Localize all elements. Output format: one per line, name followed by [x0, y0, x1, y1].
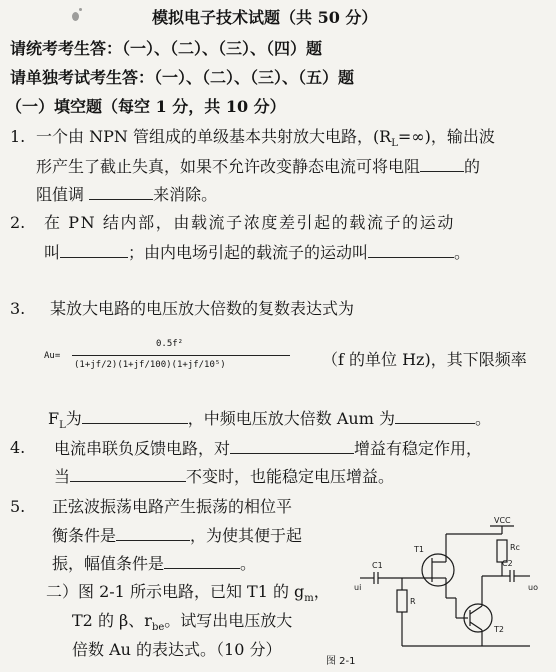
q2-blank-2[interactable] — [368, 242, 454, 258]
q5-blank-1[interactable] — [116, 525, 190, 541]
q5-line2-a: 衡条件是 — [52, 526, 117, 545]
q4-line1-b: 增益有稳定作用， — [354, 439, 483, 458]
q4-blank-1[interactable] — [230, 438, 354, 454]
q5-line2 — [52, 525, 302, 546]
q4-line1-a: 电流串联负反馈电路，对 — [54, 439, 231, 458]
s2-line3: 倍数 Au 的表达式。（10 分） — [72, 640, 282, 659]
q3-line3-c: ，中频电压放大倍数 Aum 为 — [187, 409, 395, 428]
q1-line2-text: 形产生了截止失真，如果不允许改变静态电流可将电阻 — [36, 157, 421, 176]
scan-speck — [72, 12, 79, 21]
vcc-label: VCC — [494, 516, 511, 525]
s2-line2 — [72, 611, 292, 638]
q2-line2 — [44, 242, 470, 263]
q3-formula-denominator: (1+jf/2)(1+jf/100)(1+jf/10⁵) — [74, 360, 226, 370]
q2-line2-c: 。 — [454, 243, 471, 262]
instruction-unified: 请统考考生答：（一）、（二）、（三）、（四）题 — [10, 39, 323, 58]
q3-formula-fraction-bar — [72, 355, 290, 356]
q5-line1: 正弦波振荡电路产生振荡的相位平 — [52, 497, 293, 516]
q1-line3-end: 来消除。 — [153, 185, 218, 204]
q3-fl-subscript: L — [59, 420, 66, 432]
q4-line2-b: 不变时，也能稳定电压增益。 — [186, 467, 395, 486]
q4-line2 — [54, 466, 394, 487]
s2-line1-b: ， — [313, 582, 330, 601]
t2-label: T2 — [494, 625, 504, 634]
rg-resistor — [397, 590, 407, 612]
q2-blank-1[interactable] — [60, 242, 128, 258]
q5-line2-b: ，为使其便于起 — [190, 526, 303, 545]
q5-line3-b: 。 — [240, 554, 257, 573]
t1-label: T1 — [414, 545, 424, 554]
q4-number: 4. — [10, 438, 26, 457]
q1-number: 1. — [10, 127, 26, 146]
q1-line2-end: 的 — [464, 157, 481, 176]
c2-label: C2 — [502, 559, 513, 568]
q4-line1 — [54, 438, 482, 459]
t1-transistor — [422, 554, 454, 586]
t2-emitter — [470, 622, 482, 630]
q2-line2-a: 叫 — [44, 243, 61, 262]
instruction-single: 请单独考试考生答：（一）、（二）、（三）、（五）题 — [10, 68, 355, 87]
q1-rl-subscript: L — [391, 138, 398, 150]
q3-blank-1[interactable] — [82, 408, 188, 424]
q1-line3 — [36, 184, 217, 205]
q3-fl-symbol: F — [48, 409, 60, 428]
q1-blank-2[interactable] — [89, 184, 153, 200]
q3-line1: 某放大电路的电压放大倍数的复数表达式为 — [50, 299, 355, 318]
page-title: 模拟电子技术试题（共 50 分） — [152, 8, 378, 27]
rg-label: R — [410, 597, 416, 606]
q1-line1-text: 一个由 NPN 管组成的单级基本共射放大电路，(R — [36, 127, 392, 146]
ui-label: ui — [354, 583, 362, 592]
q3-line3-b: 为 — [65, 409, 82, 428]
q3-formula-numerator: 0.5f² — [156, 339, 184, 349]
circuit-figure-2-1 — [350, 514, 550, 664]
s2-line1 — [46, 582, 330, 609]
s2-line2-a: T2 的 β、r — [72, 611, 152, 630]
uo-label: uo — [528, 583, 538, 592]
s2-rbe-subscript: be — [151, 622, 165, 634]
q3-formula — [44, 334, 294, 380]
q1-blank-1[interactable] — [420, 156, 464, 172]
q1-line1-after: =∞)，输出波 — [397, 127, 495, 146]
t2-collector — [470, 606, 482, 614]
q3-line3 — [48, 408, 491, 436]
q3-number: 3. — [10, 299, 26, 318]
q5-line3-a: 振，幅值条件是 — [52, 554, 165, 573]
q3-line3-d: 。 — [474, 409, 491, 428]
q1-line2 — [36, 156, 480, 177]
figure-caption: 图 2-1 — [326, 656, 356, 667]
q5-number: 5. — [10, 497, 26, 516]
q5-line3 — [52, 553, 256, 574]
section-heading-fill-blank: （一）填空题（每空 1 分，共 10 分） — [6, 97, 286, 116]
s2-gm-subscript: m — [304, 593, 314, 605]
q2-line1: 在 PN 结内部，由载流子浓度差引起的载流子的运动 — [44, 213, 455, 232]
scan-speck — [79, 8, 82, 11]
q4-blank-2[interactable] — [70, 466, 186, 482]
s2-line1-a: 二）图 2-1 所示电路，已知 T1 的 g — [46, 582, 305, 601]
q3-line2: （f 的单位 Hz)，其下限频率 — [322, 350, 527, 369]
q2-number: 2. — [10, 213, 26, 232]
q1-line1 — [36, 127, 495, 154]
q3-formula-lhs: Au= — [44, 351, 61, 361]
q1-line3-text: 阻值调 — [36, 185, 85, 204]
c1-label: C1 — [372, 561, 383, 570]
q4-line2-a: 当 — [54, 467, 71, 486]
s2-line2-b: 。试写出电压放大 — [164, 611, 293, 630]
q5-blank-2[interactable] — [164, 553, 240, 569]
q2-line2-b: ；由内电场引起的载流子的运动叫 — [128, 243, 369, 262]
q3-blank-2[interactable] — [395, 408, 475, 424]
rc-label: Rc — [510, 543, 520, 552]
